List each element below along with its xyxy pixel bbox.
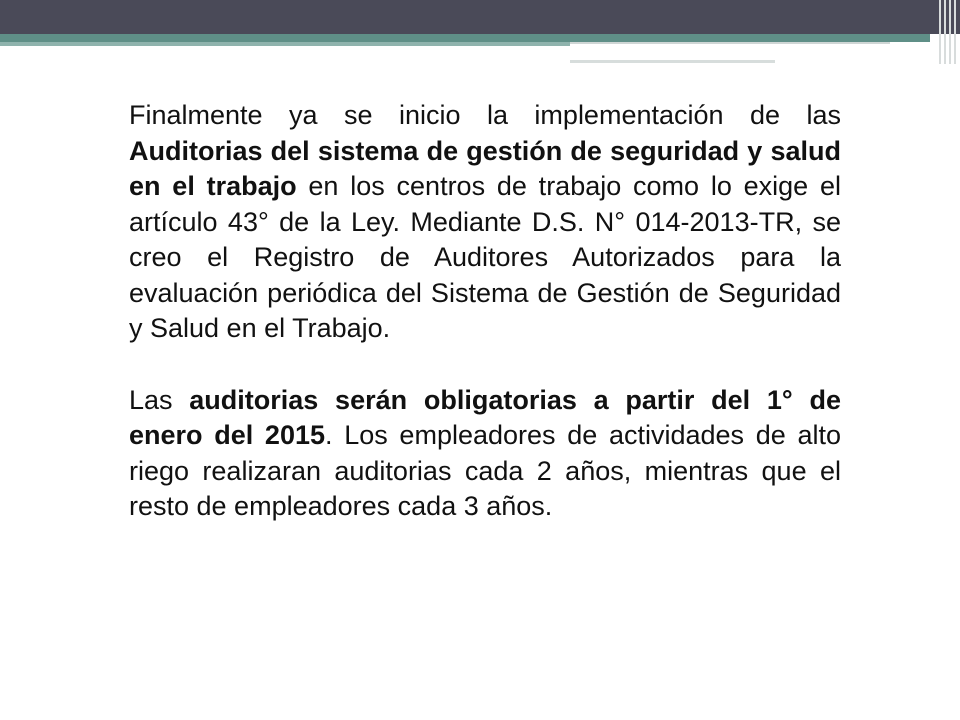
slide-accent-stripe bbox=[0, 34, 930, 42]
paragraph-implementation bbox=[129, 98, 841, 347]
paragraph-2-bold: auditorias serán obligatorias a partir del 1° de enero del 2015 bbox=[129, 384, 841, 450]
slide-tab-underline bbox=[570, 60, 775, 63]
paragraph-2-text-b: . Los empleadores de actividades de alto riego realizaran auditorias cada 2 años, mientras que el resto de empleadores cada 3 años. bbox=[129, 420, 841, 521]
paragraph-1-bold: Auditorias del sistema de gestión de seguridad y salud en el trabajo bbox=[129, 135, 841, 201]
paragraph-2-text-a: Las bbox=[129, 384, 190, 415]
slide-body-text bbox=[129, 98, 841, 525]
slide-accent-stripe-light bbox=[0, 42, 600, 46]
slide-right-lines-decoration bbox=[930, 0, 960, 64]
paragraph-1-text-a: Finalmente ya se inicio la implementación de las bbox=[129, 100, 841, 130]
paragraph-1-text-b: en los centros de trabajo como lo exige el artículo 43° de la Ley. Mediante D.S. N° 014-2013-TR, se creo el Registro de Auditores Autorizados para la evaluación periódica del Sistema de Gestión de Seguridad y Salud en el Trabajo. bbox=[129, 171, 841, 343]
slide-top-bar bbox=[0, 0, 960, 34]
paragraph-obligations bbox=[129, 383, 841, 525]
slide-tab-decoration bbox=[570, 42, 890, 54]
